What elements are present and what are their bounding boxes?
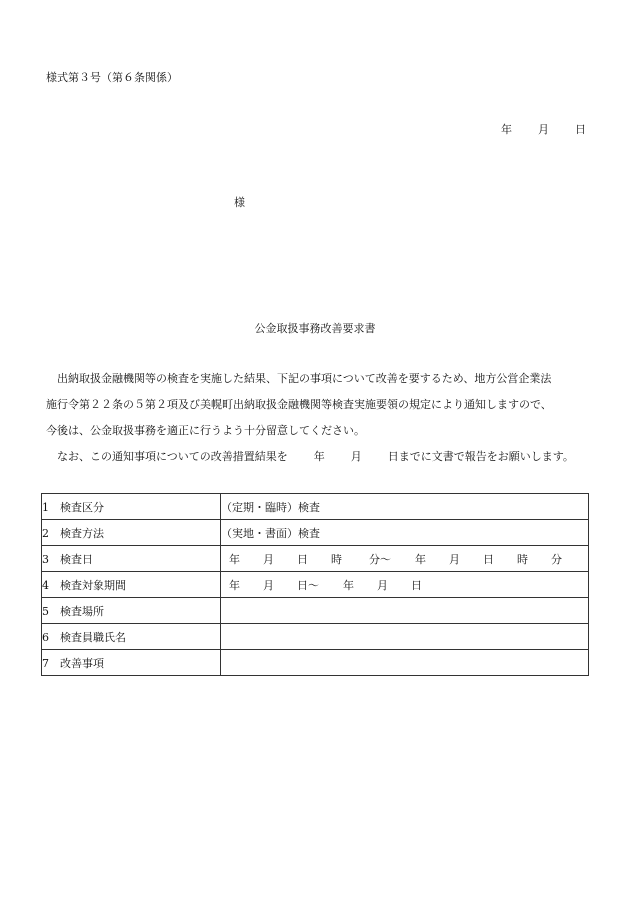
row-label: 検査場所 xyxy=(60,604,104,618)
body-line-3: 今後は、公金取扱事務を適正に行うよう十分留意してください。 xyxy=(46,424,365,437)
period-part: 年 xyxy=(343,578,354,592)
row-number: 3 xyxy=(42,552,49,566)
inspection-date-part: 日 xyxy=(297,552,308,566)
period-part: 日 xyxy=(411,578,422,592)
period-part: 日～ xyxy=(297,578,319,592)
row-label: 検査方法 xyxy=(60,526,104,540)
date-month-label: 月 xyxy=(538,123,549,136)
period-cell xyxy=(221,572,589,598)
document-title: 公金取扱事務改善要求書 xyxy=(254,322,376,335)
inspection-date-part: 月 xyxy=(449,552,460,566)
period-part: 年 xyxy=(229,578,240,592)
notice-suffix: 日までに文書で報告をお願いします。 xyxy=(387,450,574,463)
row-label: 検査日 xyxy=(60,552,93,566)
row-value-cell: （実地・書面）検査 xyxy=(221,520,589,546)
table-row xyxy=(42,546,589,572)
table-row xyxy=(42,494,589,520)
row-label: 改善事項 xyxy=(60,656,104,670)
table-row xyxy=(42,650,589,676)
row-label-cell xyxy=(42,546,221,572)
row-number: 1 xyxy=(42,500,49,514)
row-value-cell xyxy=(221,650,589,676)
inspection-date-part: 分 xyxy=(551,552,562,566)
row-label-cell xyxy=(42,650,221,676)
row-value-cell xyxy=(221,598,589,624)
notice-prefix: なお、この通知事項についての改善措置結果を xyxy=(46,450,288,463)
date-line xyxy=(501,121,586,137)
row-label: 検査区分 xyxy=(60,500,104,514)
row-number: 4 xyxy=(42,578,49,592)
row-label-cell xyxy=(42,598,221,624)
row-label-cell xyxy=(42,520,221,546)
body-line-4 xyxy=(46,448,574,464)
inspection-date-part: 日 xyxy=(483,552,494,566)
row-label-cell xyxy=(42,494,221,520)
period-fields xyxy=(221,577,588,593)
table-row xyxy=(42,520,589,546)
body-line-1: 出納取扱金融機関等の検査を実施した結果、下記の事項について改善を要するため、地方公営企業法 xyxy=(46,372,552,385)
row-number: 6 xyxy=(42,630,49,644)
body-line-2: 施行令第２２条の５第２項及び美幌町出納取扱金融機関等検査実施要領の規定により通知しますので、 xyxy=(46,398,552,411)
row-label-cell xyxy=(42,572,221,598)
inspection-date-part: 年 xyxy=(415,552,426,566)
table-row xyxy=(42,572,589,598)
period-part: 月 xyxy=(377,578,388,592)
row-number: 7 xyxy=(42,656,49,670)
notice-year-label: 年 xyxy=(313,450,325,463)
row-label: 検査対象期間 xyxy=(60,578,126,592)
inspection-date-fields xyxy=(221,551,588,567)
row-label: 検査員職氏名 xyxy=(60,630,126,644)
row-label-cell xyxy=(42,624,221,650)
date-year-label: 年 xyxy=(501,123,512,136)
inspection-date-part: 時 xyxy=(331,552,342,566)
row-value-cell: （定期・臨時）検査 xyxy=(221,494,589,520)
form-number: 様式第３号（第６条関係） xyxy=(46,71,178,84)
inspection-date-part: 分～ xyxy=(369,552,391,566)
row-number: 5 xyxy=(42,604,49,618)
row-value-cell xyxy=(221,624,589,650)
inspection-date-part: 年 xyxy=(229,552,240,566)
period-part: 月 xyxy=(263,578,274,592)
inspection-date-part: 時 xyxy=(517,552,528,566)
inspection-date-part: 月 xyxy=(263,552,274,566)
inspection-date-cell xyxy=(221,546,589,572)
table-row xyxy=(42,598,589,624)
notice-month-label: 月 xyxy=(350,450,362,463)
table-row xyxy=(42,624,589,650)
row-number: 2 xyxy=(42,526,49,540)
date-day-label: 日 xyxy=(575,123,586,136)
addressee-honorific: 様 xyxy=(234,196,245,209)
inspection-table xyxy=(41,493,589,676)
